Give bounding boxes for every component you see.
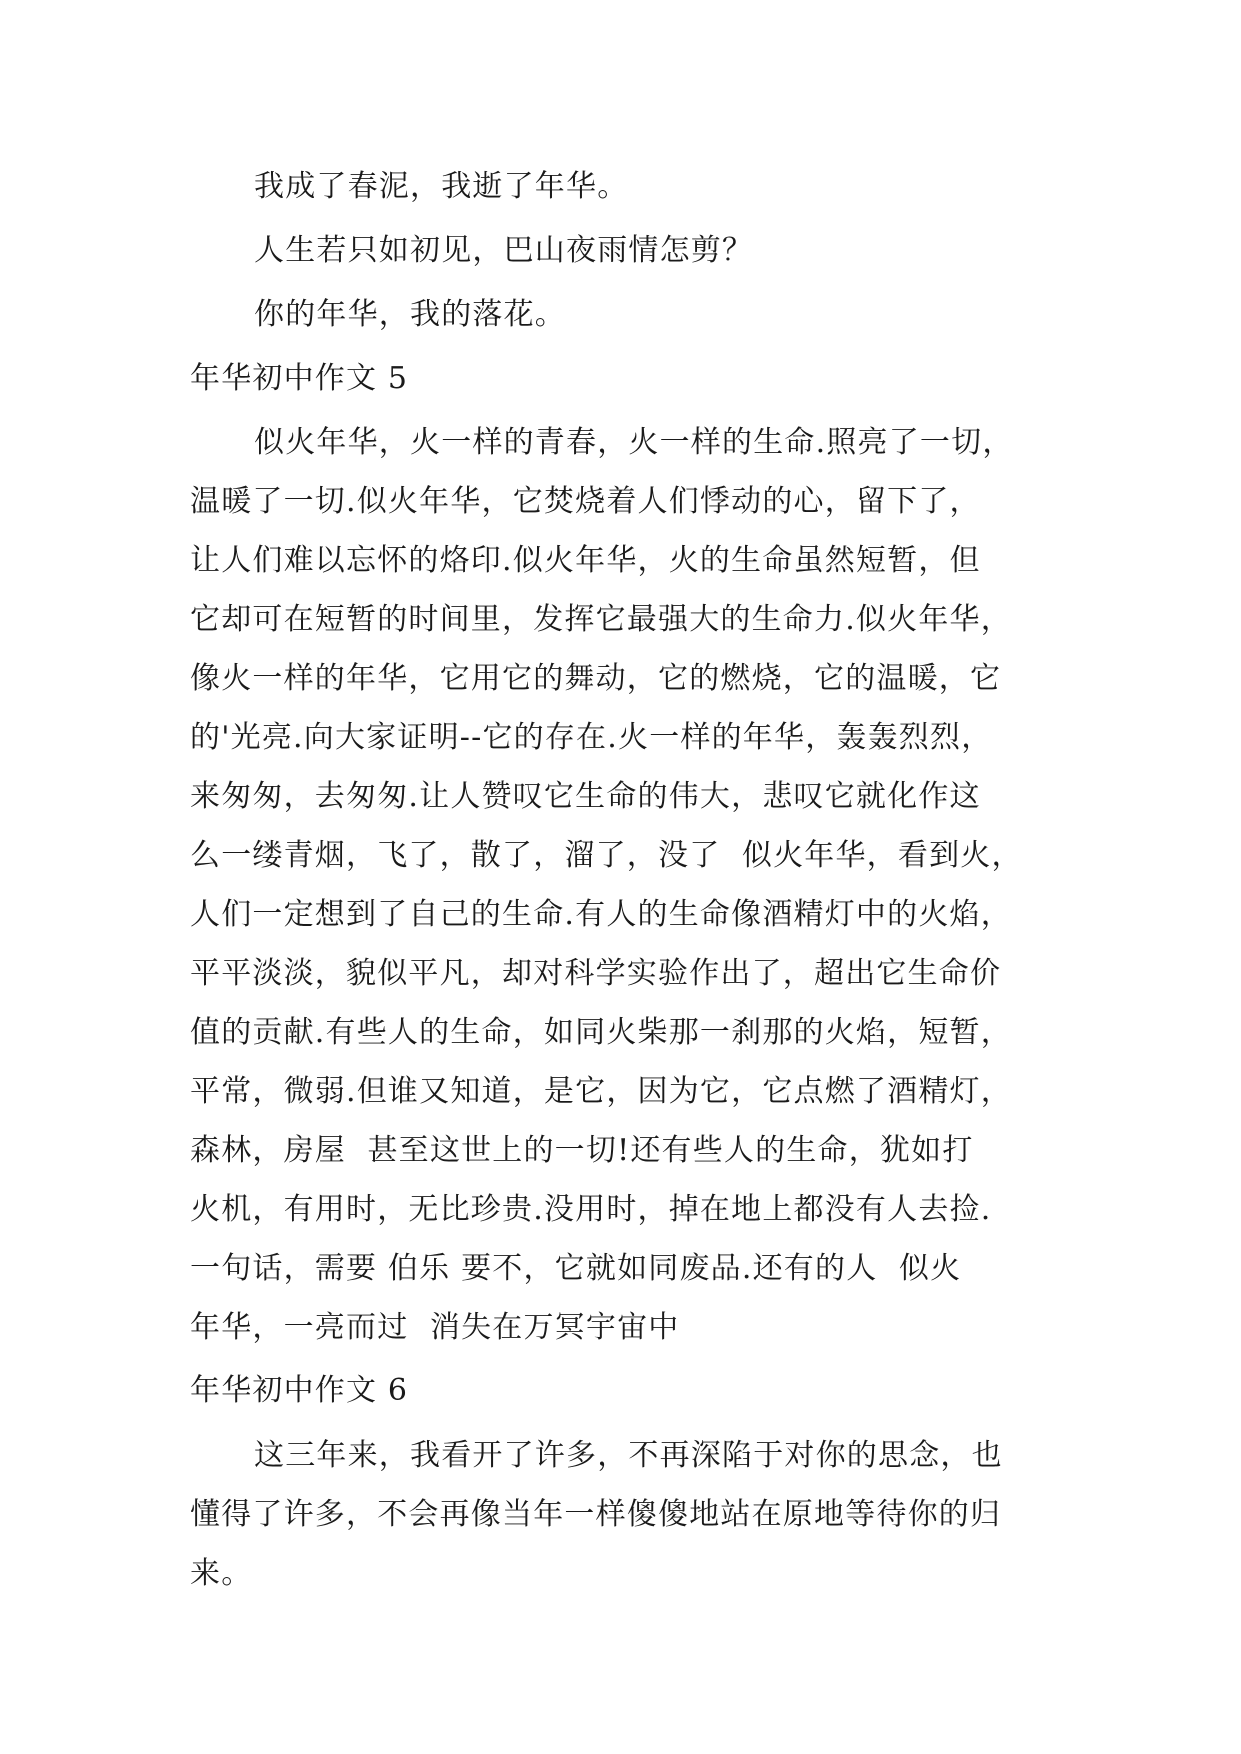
poem-line: 人生若只如初见，巴山夜雨情怎剪？ bbox=[254, 233, 754, 268]
paragraph-line: 来匆匆，去匆匆.让人赞叹它生命的伟大，悲叹它就化作这 bbox=[190, 779, 981, 814]
paragraph-line: 的'光亮.向大家证明--它的存在.火一样的年华，轰轰烈烈， bbox=[190, 720, 993, 755]
paragraph-line: 像火一样的年华，它用它的舞动，它的燃烧，它的温暖，它 bbox=[190, 661, 1002, 696]
paragraph-line: 火机，有用时，无比珍贵.没用时，掉在地上都没有人去捡. bbox=[190, 1192, 992, 1227]
paragraph-line: 来。 bbox=[190, 1556, 253, 1591]
paragraph-line: 值的贡献.有些人的生命，如同火柴那一刹那的火焰，短暂， bbox=[190, 1015, 1012, 1050]
paragraph-line: 懂得了许多，不会再像当年一样傻傻地站在原地等待你的归 bbox=[190, 1497, 1002, 1532]
paragraph-line: 平常，微弱.但谁又知道，是它，因为它，它点燃了酒精灯， bbox=[190, 1074, 1012, 1109]
paragraph-line: 森林，房屋 甚至这世上的一切!还有些人的生命，犹如打 bbox=[190, 1133, 974, 1168]
paragraph-line: 人们一定想到了自己的生命.有人的生命像酒精灯中的火焰， bbox=[190, 897, 1012, 932]
paragraph-line: 似火年华，火一样的青春，火一样的生命.照亮了一切， bbox=[254, 425, 1014, 460]
section-heading: 年华初中作文 5 bbox=[190, 361, 409, 396]
paragraph-line: 它却可在短暂的时间里，发挥它最强大的生命力.似火年华， bbox=[190, 602, 1012, 637]
section-heading: 年华初中作文 6 bbox=[190, 1373, 409, 1408]
paragraph-line: 年华，一亮而过 消失在万冥宇宙中 bbox=[190, 1310, 680, 1345]
paragraph-line: 这三年来，我看开了许多，不再深陷于对你的思念，也 bbox=[254, 1438, 1003, 1473]
paragraph-line: 让人们难以忘怀的烙印.似火年华，火的生命虽然短暂，但 bbox=[190, 543, 981, 578]
paragraph-line: 平平淡淡，貌似平凡，却对科学实验作出了，超出它生命价 bbox=[190, 956, 1002, 991]
paragraph-line: 么一缕青烟，飞了，散了，溜了，没了 似火年华，看到火， bbox=[190, 838, 1023, 873]
poem-line: 我成了春泥，我逝了年华。 bbox=[254, 169, 629, 204]
paragraph-line: 温暖了一切.似火年华，它焚烧着人们悸动的心，留下了， bbox=[190, 484, 981, 519]
paragraph-line: 一句话，需要 伯乐 要不，它就如同废品.还有的人 似火 bbox=[190, 1251, 962, 1286]
poem-line: 你的年华，我的落花。 bbox=[254, 297, 566, 332]
